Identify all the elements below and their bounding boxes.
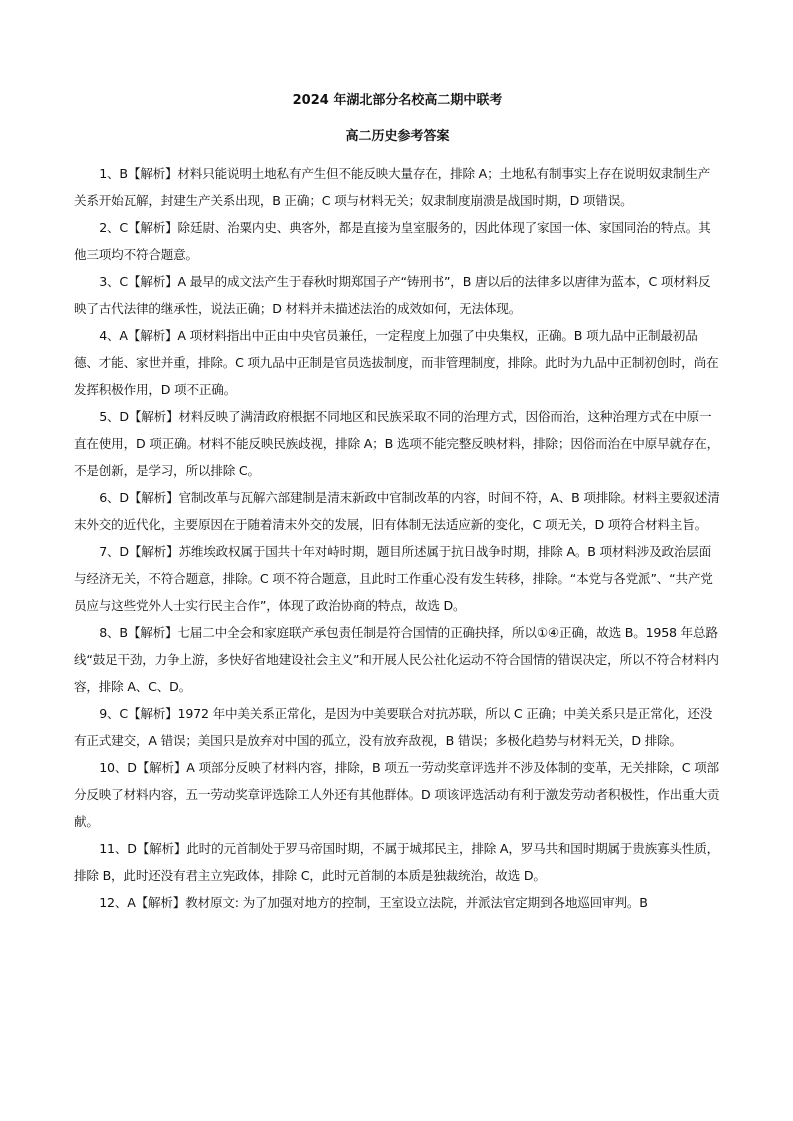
answer-item-5: 5、D【解析】材料反映了满清政府根据不同地区和民族采取不同的治理方式，因俗而治，这种治理方式在中原一直在使用，D 项正确。材料不能反映民族歧视，排除 A；B 选项不能完整反映材料，排除；因俗而治在中原早就存在，不是创新，是学习，所以排除 C。	[74, 409, 720, 478]
answer-item-2: 2、C【解析】除廷尉、治粟内史、典客外，都是直接为皇室服务的，因此体现了家国一体、家国同治的特点。其他三项均不符合题意。	[74, 220, 711, 262]
answer-item-8: 8、B【解析】七届二中全会和家庭联产承包责任制是符合国情的正确抉择，所以①④正确，故选 B。1958 年总路线“鼓足干劲，力争上游，多快好省地建设社会主义”和开展人民公社化运动不符合国情的错误决定，所以不符合材料内容，排除 A、C、D。	[74, 625, 719, 694]
answer-item-10: 10、D【解析】A 项部分反映了材料内容，排除，B 项五一劳动奖章评选并不涉及体制的变革，无关排除，C 项部分反映了材料内容，五一劳动奖章评选除工人外还有其他群体。D 项该评选活动有利于激发劳动者积极性，作出重大贡献。	[74, 760, 720, 829]
document-subtitle: 高二历史参考答案	[345, 129, 450, 144]
document-title: 2024 年湖北部分名校高二期中联考	[292, 93, 503, 108]
answer-item-12: 12、A【解析】教材原文: 为了加强对地方的控制，王室设立法院，并派法官定期到各地巡回审判。B	[99, 895, 648, 910]
answer-item-3: 3、C【解析】A 最早的成文法产生于春秋时期郑国子产“铸刑书”，B 唐以后的法律多以唐律为蓝本，C 项材料反映了古代法律的继承性，说法正确；D 材料并未描述法治的成效如何，无法体现。	[74, 274, 711, 316]
answer-item-1: 1、B【解析】材料只能说明土地私有产生但不能反映大量存在，排除 A；土地私有制事实上存在说明奴隶制生产关系开始瓦解，封建生产关系出现，B 正确；C 项与材料无关；奴隶制度崩溃是战国时期，D 项错误。	[74, 166, 711, 208]
answer-item-11: 11、D【解析】此时的元首制处于罗马帝国时期，不属于城邦民主，排除 A，罗马共和国时期属于贵族寡头性质，排除 B，此时还没有君主立宪政体，排除 C，此时元首制的本质是独裁统治，故选 D。	[74, 841, 720, 883]
answer-item-4: 4、A【解析】A 项材料指出中正由中央官员兼任，一定程度上加强了中央集权，正确。B 项九品中正制最初品德、才能、家世并重，排除。C 项九品中正制是官员选拔制度，而非管理制度，排除。此时为九品中正制初创时，尚在发挥积极作用，D 项不正确。	[74, 328, 719, 397]
answer-item-9: 9、C【解析】1972 年中美关系正常化，是因为中美要联合对抗苏联，所以 C 正确；中美关系只是正常化，还没有正式建交，A 错误；美国只是放弃对中国的孤立，没有放弃敌视，B 错误；多极化趋势与材料无关，D 排除。	[74, 706, 713, 748]
answer-item-7: 7、D【解析】苏维埃政权属于国共十年对峙时期，题目所述属于抗日战争时期，排除 A。B 项材料涉及政治层面与经济无关，不符合题意，排除。C 项不符合题意，且此时工作重心没有发生转移，排除。“本党与各党派”、“共产党员应与这些党外人士实行民主合作”，体现了政治协商的特点，故选 D。	[74, 544, 713, 613]
answer-item-6: 6、D【解析】官制改革与瓦解六部建制是清末新政中官制改革的内容，时间不符，A、B 项排除。材料主要叙述清末外交的近代化，主要原因在于随着清末外交的发展，旧有体制无法适应新的变化，C 项无关，D 项符合材料主旨。	[74, 490, 720, 532]
